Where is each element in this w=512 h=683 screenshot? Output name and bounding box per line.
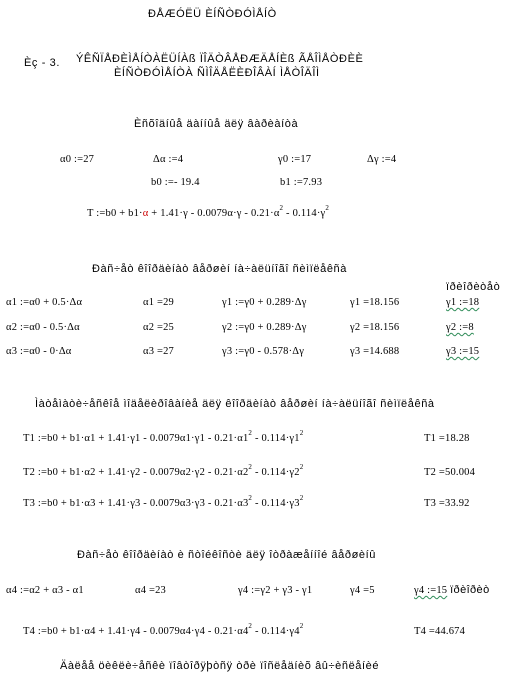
simplex-row-3-alpha-val: α3 =27: [143, 346, 174, 357]
t4-exp-2: 2: [299, 622, 304, 630]
footer-note: Äàëåå öèêëè÷åñêè ïîâòîðÿþòñÿ òðè ïîñëåäíèõ âû÷èñëåíèé: [60, 660, 380, 672]
result-row-1-def-a: T1 :=b0 + b1·α1 + 1.41·γ1 - 0.0079α1·γ1 - 0.21·α1: [23, 433, 249, 444]
rank-column-header: ïðèîðèòåò: [446, 281, 501, 293]
result-row-3-definition: [23, 494, 304, 510]
alpha0-definition: α0 :=27: [60, 154, 95, 165]
next-vertex-heading: Ðàñ÷åò êîîðäèíàò è ñòîéêîñòè äëÿ îòðàæåííîé âåðøèíû: [77, 549, 377, 561]
next-vertex-gamma-def: γ4 :=γ2 + γ3 - γ1: [238, 585, 313, 596]
simplex-row-2-rank-value: γ2 :=8: [446, 322, 474, 333]
t4-definition: [23, 622, 304, 638]
simplex-row-3-gamma-def: γ3 :=γ0 - 0.578·Δγ: [222, 346, 305, 357]
result-row-2-value: T2 =50.004: [424, 467, 476, 478]
gamma0-definition: γ0 :=17: [278, 154, 312, 165]
next-vertex-rank: [414, 584, 490, 597]
formula-lhs: T :=b0 + b1·: [87, 208, 143, 219]
result-row-2-def-a: T2 :=b0 + b1·α2 + 1.41·γ2 - 0.0079α2·γ2 - 0.21·α2: [23, 467, 249, 478]
next-vertex-alpha-val: α4 =23: [135, 585, 166, 596]
simplex-row-2-rank: [446, 321, 474, 334]
result-row-3-def-a: T3 :=b0 + b1·α3 + 1.41·γ3 - 0.0079α3·γ3 - 0.21·α3: [23, 498, 249, 509]
result-row-2-exp-1: 2: [248, 463, 253, 471]
inputs-heading: Èñõîäíûå äàííûå äëÿ âàðèàíòà: [134, 118, 299, 130]
page-title: ÐÅÆÓËÜ ÈÍÑÒÐÓÌÅÍÒ: [148, 8, 277, 20]
formula-part-b: - 0.114·γ: [283, 208, 326, 219]
formula-part-a: + 1.41·γ - 0.0079α·γ - 0.21·α: [148, 208, 280, 219]
result-row-2-def-b: - 0.114·γ2: [252, 467, 300, 478]
modeling-heading: Ìàòåìàòè÷åñêîå ìîäåëèðîâàíèå äëÿ êîîðäèíàò âåðøèí íà÷àëüíîãî ñèìïëåêñà: [35, 398, 435, 410]
b1-definition: b1 :=7.93: [280, 177, 323, 188]
simplex-row-3-gamma-val: γ3 =14.688: [350, 346, 400, 357]
simplex-row-2-alpha-val: α2 =25: [143, 322, 174, 333]
formula-alpha-highlight: α: [142, 208, 149, 219]
simplex-row-1-gamma-val: γ1 =18.156: [350, 297, 400, 308]
simplex-row-3-alpha-def: α3 :=α0 - 0·Δα: [6, 346, 72, 357]
b0-definition: b0 :=- 19.4: [151, 177, 200, 188]
result-row-1-def-b: - 0.114·γ1: [252, 433, 300, 444]
simplex-heading: Ðàñ÷åò êîîðäèíàò âåðøèí íà÷àëüíîãî ñèìïëåêñà: [92, 263, 347, 275]
simplex-row-2-gamma-val: γ2 =18.156: [350, 322, 400, 333]
result-row-2-definition: [23, 463, 304, 479]
next-vertex-alpha-def: α4 :=α2 + α3 - α1: [6, 585, 84, 596]
simplex-row-1-rank-value: γ1 :=18: [446, 297, 480, 308]
section-heading-line1: ÝÊÑÏÅÐÈÌÅÍÒÀËÜÍÀß ÏÎÄÒÂÅÐÆÄÅÍÈß ÃÅÎÌÅÒÐÈÈ: [76, 53, 364, 65]
result-row-1-value: T1 =18.28: [424, 433, 470, 444]
t4-def-a: T4 :=b0 + b1·α4 + 1.41·γ4 - 0.0079α4·γ4 - 0.21·α4: [23, 626, 249, 637]
target-formula: [87, 204, 330, 220]
result-row-1-definition: [23, 429, 304, 445]
result-row-3-exp-2: 2: [299, 494, 304, 502]
result-row-3-def-b: - 0.114·γ3: [252, 498, 300, 509]
simplex-row-3-rank: [446, 345, 479, 358]
simplex-row-2-alpha-def: α2 :=α0 - 0.5·Δα: [6, 322, 80, 333]
result-row-1-exp-2: 2: [299, 429, 304, 437]
section-heading-line2: ÈÍÑÒÐÓÌÅÍÒÀ ÑÌÎÄÅËÈÐÎÂÀÍ ÌÅÒÎÄÎÌ: [114, 67, 320, 79]
simplex-row-3-rank-value: γ3 :=15: [446, 346, 480, 357]
delta-gamma-definition: Δγ :=4: [367, 154, 397, 165]
delta-alpha-definition: Δα :=4: [153, 154, 184, 165]
section-number: Èç - 3.: [24, 57, 60, 69]
simplex-row-1-gamma-def: γ1 :=γ0 + 0.289·Δγ: [222, 297, 307, 308]
t4-value: T4 =44.674: [414, 626, 466, 637]
t4-def-b: - 0.114·γ4: [252, 626, 300, 637]
formula-exponent-2: 2: [325, 204, 330, 212]
result-row-1-exp-1: 2: [248, 429, 253, 437]
simplex-row-2-gamma-def: γ2 :=γ0 + 0.289·Δγ: [222, 322, 307, 333]
formula-exponent-1: 2: [279, 204, 284, 212]
simplex-row-1-alpha-val: α1 =29: [143, 297, 174, 308]
result-row-3-value: T3 =33.92: [424, 498, 470, 509]
t4-exp-1: 2: [248, 622, 253, 630]
next-vertex-rank-label: ïðèîðèò: [450, 584, 490, 596]
result-row-3-exp-1: 2: [248, 494, 253, 502]
result-row-2-exp-2: 2: [299, 463, 304, 471]
simplex-row-1-alpha-def: α1 :=α0 + 0.5·Δα: [6, 297, 83, 308]
next-vertex-gamma-val: γ4 =5: [350, 585, 375, 596]
simplex-row-1-rank: [446, 296, 479, 309]
next-vertex-rank-value: γ4 :=15: [414, 585, 448, 596]
